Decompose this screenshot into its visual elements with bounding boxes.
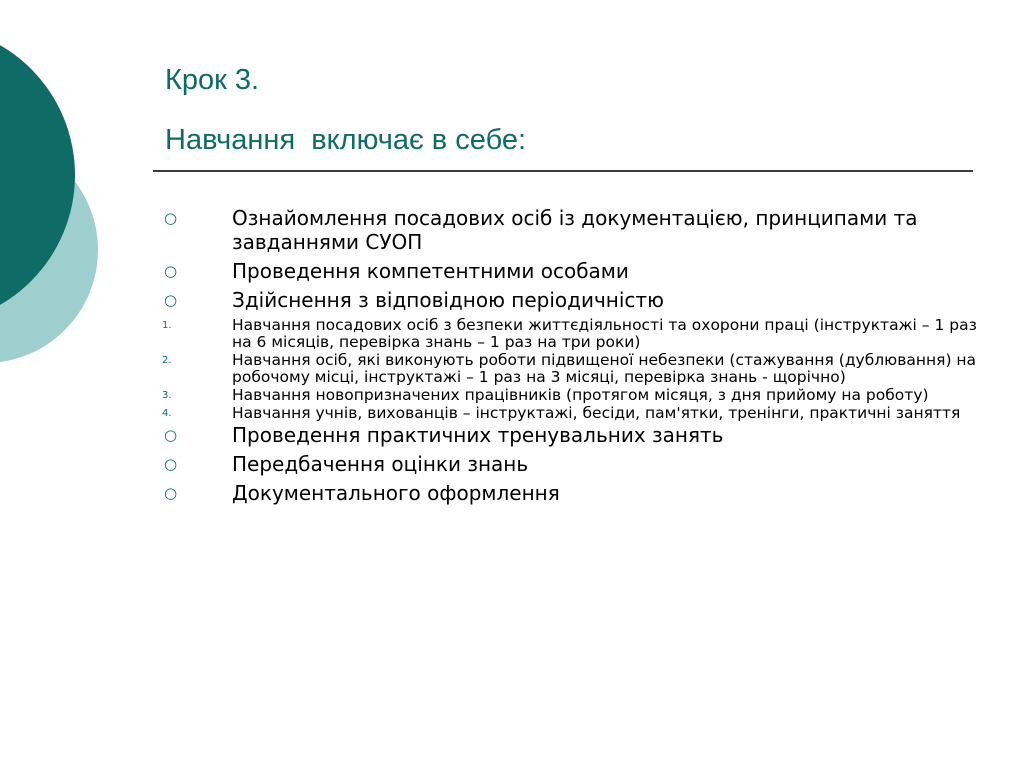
bullet-item bbox=[160, 423, 980, 447]
hollow-circle-icon: ○ bbox=[164, 484, 178, 502]
list-number: 3. bbox=[162, 390, 172, 401]
numbered-item bbox=[160, 317, 980, 351]
bullet-text: Проведення практичних тренувальних занять bbox=[232, 423, 724, 447]
slide-title bbox=[165, 50, 526, 170]
bullet-item bbox=[160, 206, 980, 254]
list-number: 2. bbox=[162, 355, 172, 366]
hollow-circle-icon: ○ bbox=[164, 426, 178, 444]
bullet-text: Здійснення з відповідною періодичністю bbox=[232, 288, 664, 312]
list-number: 1. bbox=[162, 320, 172, 331]
numbered-item bbox=[160, 352, 980, 386]
numbered-text: Навчання новопризначених працівників (протягом місяця, з дня прийому на роботу) bbox=[232, 386, 929, 404]
numbered-text: Навчання посадових осіб з безпеки життєдіяльності та охорони праці (інструктажі – 1 раз на 6 місяців, перевірка знань – 1 раз на три роки) bbox=[232, 316, 977, 351]
hollow-circle-icon: ○ bbox=[164, 455, 178, 473]
numbered-text: Навчання осіб, які виконують роботи підвищеної небезпеки (стажування (дублювання) на робочому місці, інструктажі – 1 раз на 3 місяці, перевірка знань - щорічно) bbox=[232, 351, 977, 386]
hollow-circle-icon: ○ bbox=[164, 209, 178, 227]
bullet-list bbox=[160, 206, 980, 510]
title-divider bbox=[153, 170, 973, 172]
bullet-item bbox=[160, 288, 980, 312]
hollow-circle-icon: ○ bbox=[164, 262, 178, 280]
title-line-1: Крок 3. bbox=[165, 64, 260, 96]
bullet-text: Проведення компетентними особами bbox=[232, 259, 629, 283]
decorative-circles bbox=[0, 0, 140, 420]
bullet-item bbox=[160, 481, 980, 505]
bullet-text: Документального оформлення bbox=[232, 481, 560, 505]
numbered-item bbox=[160, 405, 980, 422]
title-line-2: Навчання включає в себе: bbox=[165, 124, 527, 156]
bullet-text: Ознайомлення посадових осіб із документацією, принципами та завданнями СУОП bbox=[232, 206, 918, 254]
bullet-item bbox=[160, 259, 980, 283]
list-number: 4. bbox=[162, 408, 172, 419]
numbered-item bbox=[160, 387, 980, 404]
bullet-text: Передбачення оцінки знань bbox=[232, 452, 529, 476]
numbered-text: Навчання учнів, вихованців – інструктажі, бесіди, пам'ятки, тренінги, практичні заняття bbox=[232, 404, 961, 422]
hollow-circle-icon: ○ bbox=[164, 291, 178, 309]
bullet-item bbox=[160, 452, 980, 476]
